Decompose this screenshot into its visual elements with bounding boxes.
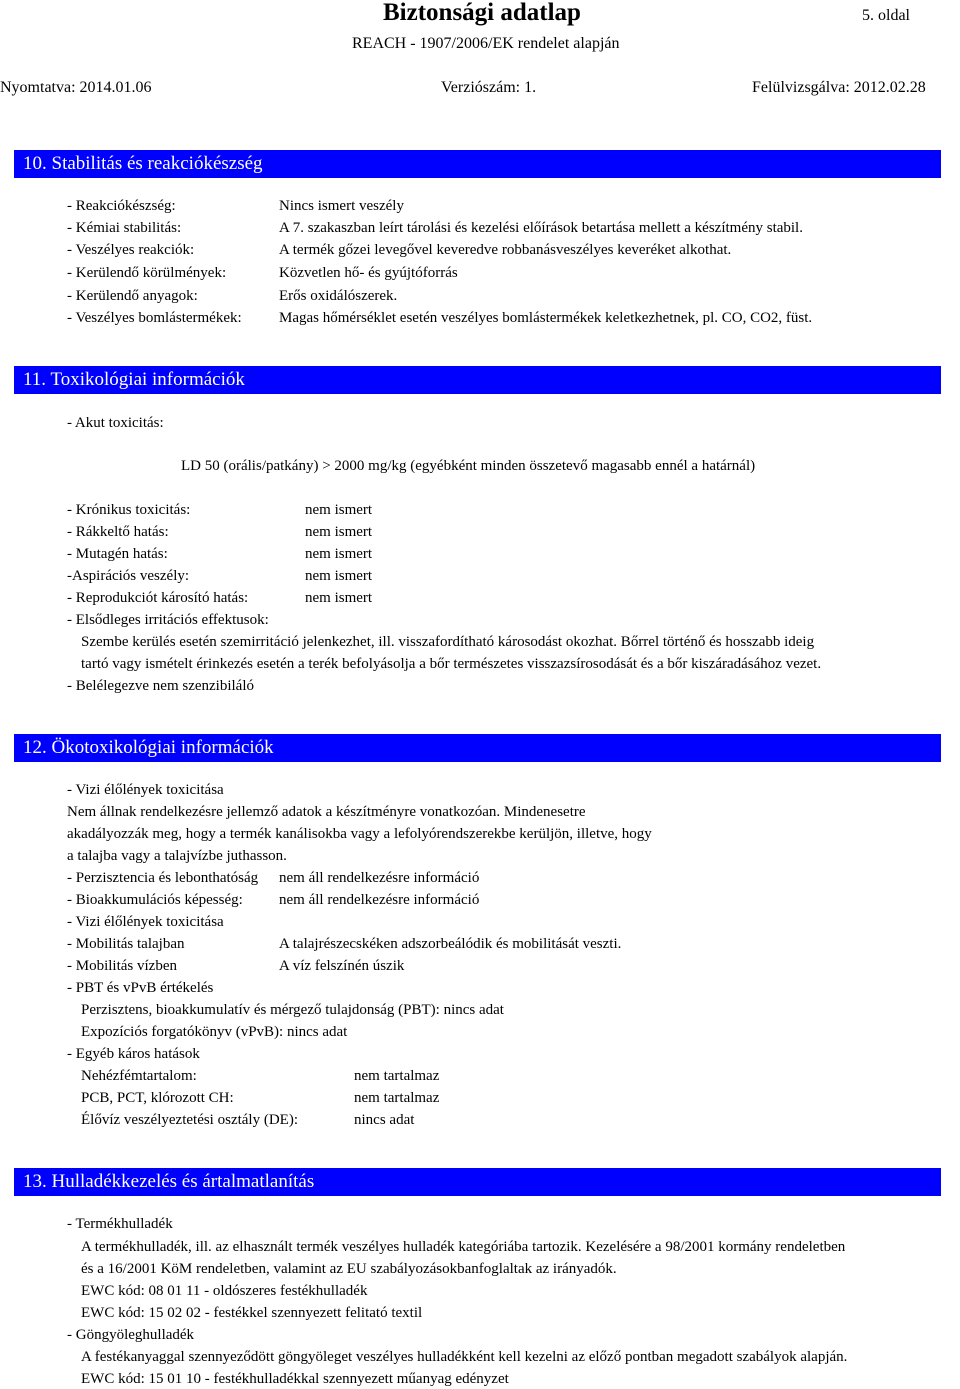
regulation-subtitle: REACH - 1907/2006/EK rendelet alapján [352,35,620,52]
stability-value: A 7. szakaszban leírt tárolási és kezelési előírások betartása mellett a készítmény stabil. [279,220,803,236]
product-waste-line-1: A termékhulladék, ill. az elhasznált termék veszélyes hulladék kategóriába tartozik. Kezelésére a 98/2001 kormány rendeletben [81,1239,846,1255]
section-11-header: 11. Toxikológiai információk [14,366,941,394]
revision-date: Felülvizsgálva: 2012.02.28 [752,79,926,96]
carcinogenicity-value: nem ismert [305,524,373,540]
ewc-code-1: EWC kód: 08 01 11 - oldószeres festékhulladék [81,1283,368,1299]
irritation-label: - Elsődleges irritációs effektusok: [67,612,269,628]
persistence-value: nem áll rendelkezésre információ [279,870,480,886]
soil-mobility-value: A talajrészecskéken adszorbeálódik és mobilitását veszti. [279,936,622,952]
print-date: Nyomtatva: 2014.01.06 [0,79,152,96]
acute-toxicity-label: - Akut toxicitás: [67,415,164,431]
pbt-line-1: Perzisztens, bioakkumulatív és mérgező tulajdonság (PBT): nincs adat [81,1002,504,1018]
decomposition-products-label: - Veszélyes bomlástermékek: [67,310,242,326]
pbt-label: - PBT és vPvB értékelés [67,980,214,996]
ewc-code-3: EWC kód: 15 01 10 - festékhulladékkal szennyezett műanyag edényzet [81,1371,509,1387]
materials-to-avoid-label: - Kerülendő anyagok: [67,288,198,304]
chronic-toxicity-value: nem ismert [305,502,373,518]
section-10-header: 10. Stabilitás és reakciókészség [14,150,941,178]
conditions-to-avoid-label: - Kerülendő körülmények: [67,265,227,281]
pbt-line-2: Expozíciós forgatókönyv (vPvB): nincs adat [81,1024,348,1040]
water-hazard-class-value: nincs adat [354,1112,415,1128]
reproductive-toxicity-value: nem ismert [305,590,373,606]
hazardous-reactions-label: - Veszélyes reakciók: [67,242,195,258]
irritation-text-line-1: Szembe kerülés esetén szemirritáció jelenkezhet, ill. visszafordítható károsodást okozhat. Bőrrel történő és hosszabb ideig [81,634,815,650]
document-title: Biztonsági adatlap [383,0,581,26]
reproductive-toxicity-label: - Reprodukciót károsító hatás: [67,590,249,606]
aquatic-toxicity-label: - Vizi élőlények toxicitása [67,782,224,798]
page-number: 5. oldal [862,7,910,24]
carcinogenicity-label: - Rákkeltő hatás: [67,524,169,540]
conditions-to-avoid-value: Közvetlen hő- és gyújtóforrás [279,265,458,281]
mutagenicity-label: - Mutagén hatás: [67,546,168,562]
pcb-value: nem tartalmaz [354,1090,440,1106]
packaging-waste-label: - Göngyöleghulladék [67,1327,195,1343]
materials-to-avoid-value: Erős oxidálószerek. [279,288,398,304]
version-number: Verziószám: 1. [441,79,537,96]
heavy-metal-label: Nehézfémtartalom: [81,1068,197,1084]
section-12-header: 12. Ökotoxikológiai információk [14,734,941,762]
eco-text-line-1: Nem állnak rendelkezésre jellemző adatok a készítményre vonatkozóan. Mindenesetre [67,804,586,820]
persistence-label: - Perzisztencia és lebonthatóság [67,870,259,886]
reactivity-label: - Reakciókészség: [67,198,176,214]
packaging-waste-line-1: A festékanyaggal szennyeződött göngyöleget veszélyes hulladékként kell kezelni az előző pontban megadott szabályok alapján. [81,1349,848,1365]
chronic-toxicity-label: - Krónikus toxicitás: [67,502,191,518]
soil-mobility-label: - Mobilitás talajban [67,936,185,952]
product-waste-label: - Termékhulladék [67,1216,173,1232]
stability-label: - Kémiai stabilitás: [67,220,182,236]
bioaccumulation-value: nem áll rendelkezésre információ [279,892,480,908]
ewc-code-2: EWC kód: 15 02 02 - festékkel szennyezett felitató textil [81,1305,423,1321]
pcb-label: PCB, PCT, klórozott CH: [81,1090,234,1106]
acute-toxicity-value: LD 50 (orális/patkány) > 2000 mg/kg (egyébként minden összetevő magasabb ennél a határnál) [181,458,756,474]
mutagenicity-value: nem ismert [305,546,373,562]
inhalation-sensitisation: - Belélegezve nem szenzibiláló [67,678,254,694]
heavy-metal-value: nem tartalmaz [354,1068,440,1084]
section-13-header: 13. Hulladékkezelés és ártalmatlanítás [14,1168,941,1196]
water-hazard-class-label: Élővíz veszélyeztetési osztály (DE): [81,1112,298,1128]
aspiration-hazard-value: nem ismert [305,568,373,584]
irritation-text-line-2: tartó vagy ismételt érinkezés esetén a terék befolyásolja a bőr természetes visszazsírosodását és a bőr kiszáradásához vezet. [81,656,822,672]
eco-text-line-2: akadályozzák meg, hogy a termék kanálisokba vagy a lefolyórendszerekbe kerüljön, illetve, hogy [67,826,652,842]
water-mobility-label: - Mobilitás vízben [67,958,177,974]
aquatic-toxicity-label-2: - Vizi élőlények toxicitása [67,914,224,930]
aspiration-hazard-label: -Aspirációs veszély: [67,568,190,584]
eco-text-line-3: a talajba vagy a talajvízbe juthasson. [67,848,287,864]
water-mobility-value: A víz felszínén úszik [279,958,405,974]
bioaccumulation-label: - Bioakkumulációs képesség: [67,892,243,908]
decomposition-products-value: Magas hőmérséklet esetén veszélyes bomlástermékek keletkezhetnek, pl. CO, CO2, füst. [279,310,813,326]
product-waste-line-2: és a 16/2001 KöM rendeletben, valamint az EU szabályozásokbanfoglaltak az irányadók. [81,1261,617,1277]
other-effects-label: - Egyéb káros hatások [67,1046,200,1062]
reactivity-value: Nincs ismert veszély [279,198,404,214]
hazardous-reactions-value: A termék gőzei levegővel keveredve robbanásveszélyes keveréket alkothat. [279,242,732,258]
